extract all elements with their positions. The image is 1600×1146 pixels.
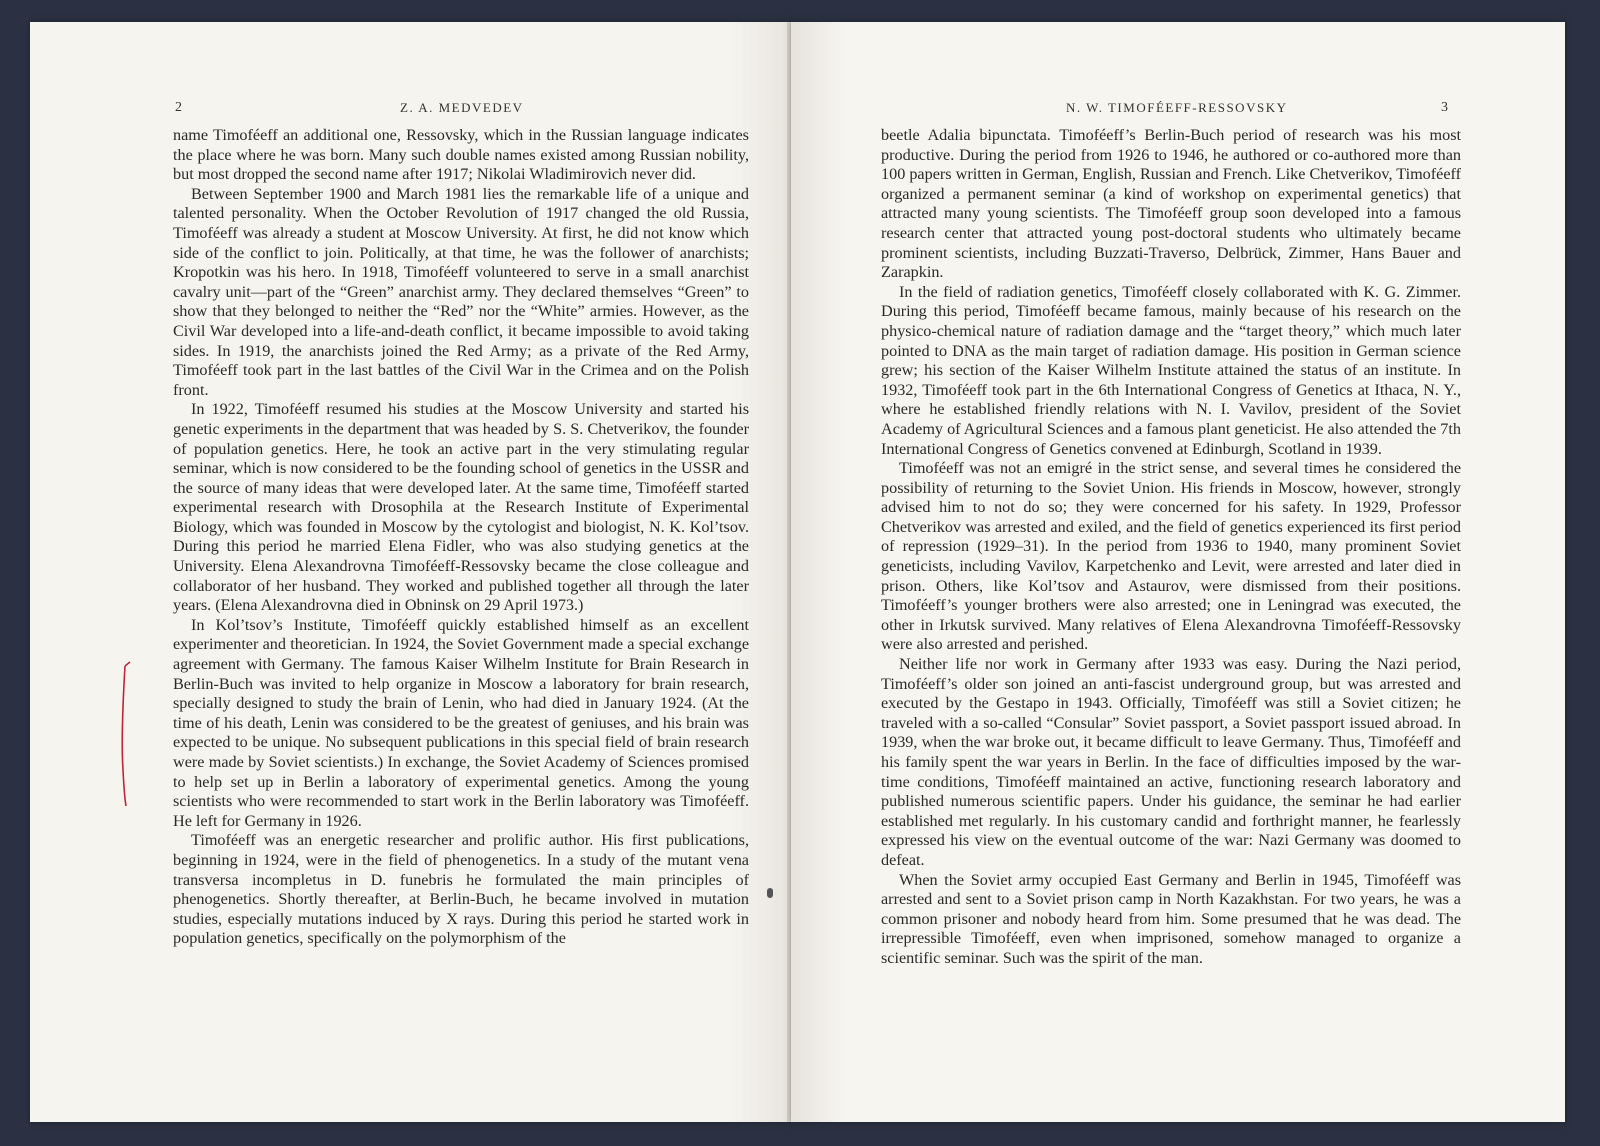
paragraph: Between September 1900 and March 1981 lies the remarkable life of a unique and talented personality. When the October Revolution of 1917 changed the old Russia, Timoféeff was already a student at Moscow University. At first, he did not know which side of the conflict to join. Politically, at that time, he was the follower of anarchists; Kropotkin was his hero. In 1918, Timoféeff volunteered to serve in a small anarchist cavalry unit—part of the “Green” anarchist army. They declared themselves “Green” to show that they belonged to neither the “Red” nor the “White” armies. However, as the Civil War developed into a life-and-death conflict, it became impossible to avoid taking sides. In 1919, the anarchists joined the Red Army; as a private of the Red Army, Timoféeff took part in the last battles of the Civil War in the Crimea and on the Polish front. xyxy=(173,184,749,399)
right-running-head: N. W. TIMOFÉEFF-RESSOVSKY xyxy=(1066,100,1288,115)
paragraph: In 1922, Timoféeff resumed his studies at the Moscow University and started his genetic experiments in the department that was headed by S. S. Chetverikov, the founder of population genetics. Here, he took an active part in the very stimulating regular seminar, which is now considered to be the founding school of genetics in the USSR and the source of many ideas that were developed later. At the same time, Timoféeff started experimental research with Drosophila at the Research Institute of Experimental Biology, which was founded in Moscow by the cytologist and biologist, N. K. Kol’tsov. During this period he married Elena Fidler, who was also studying genetics at the University. Elena Alexandrovna Timoféeff-Ressovsky became the close colleague and collaborator of her husband. They worked and published together all through the later years. (Elena Alexandrovna died in Obninsk on 29 April 1973.) xyxy=(173,400,749,615)
paragraph: In the field of radiation genetics, Timoféeff closely collaborated with K. G. Zimmer. During this period, Timoféeff became famous, mainly because of his research on the physico-chemical nature of radiation damage and the “target theory,” which much later pointed to DNA as the main target of radiation damage. His position in German science grew; his section of the Kaiser Wilhelm Institute attained the status of an institute. In 1932, Timoféeff took part in the 6th International Congress of Genetics at Ithaca, N. Y., where he established friendly relations with N. I. Vavilov, president of the Soviet Academy of Agricultural Sciences and a famous plant geneticist. He also attended the 7th International Congress of Genetics convened at Edinburgh, Scotland in 1939. xyxy=(881,282,1461,458)
left-page-number: 2 xyxy=(175,100,183,115)
right-page xyxy=(791,22,1565,1122)
paragraph: Neither life nor work in Germany after 1933 was easy. During the Nazi period, Timoféeff’s older son joined an anti-fascist underground group, but was arrested and executed by the Gestapo in 1943. Officially, Timoféeff was still a Soviet citizen; he traveled with a so-called “Consular” Soviet passport, a Soviet passport issued abroad. In 1939, when the war broke out, it became difficult to leave Germany. Thus, Timoféeff and his family spent the war years in Berlin. In the face of difficulties imposed by the war-time conditions, Timoféeff maintained an active, functioning research laboratory and published numerous scientific papers. Under his guidance, the seminar he had earlier established met regularly. In his customary candid and forthright manner, he fearlessly expressed his view on the eventual outcome of the war: Nazi Germany was doomed to defeat. xyxy=(881,655,1461,869)
book-spread xyxy=(30,22,1565,1122)
paragraph: Timoféeff was not an emigré in the strict sense, and several times he considered the possibility of returning to the Soviet Union. His friends in Moscow, however, strongly advised him to not do so; they were concerned for his safety. In 1929, Professor Chetverikov was arrested and exiled, and the field of genetics experienced its first period of repression (1929–31). In the period from 1936 to 1940, many prominent Soviet geneticists, including Vavilov, Karpetchenko and Levit, were arrested and later died in prison. Others, like Kol’tsov and Astaurov, were dismissed from their positions. Timoféeff’s younger brothers were also arrested; one in Leningrad was executed, the other in Irkutsk survived. Many relatives of Elena Alexandrovna Timoféeff-Ressovsky were also arrested and perished. xyxy=(881,459,1461,654)
left-body-text xyxy=(173,126,749,949)
right-body-text xyxy=(881,126,1461,969)
red-margin-mark xyxy=(116,660,134,810)
left-page xyxy=(30,22,790,1122)
paragraph: When the Soviet army occupied East Germany and Berlin in 1945, Timoféeff was arrested and sent to a Soviet prison camp in North Kazakhstan. For two years, he was a common prisoner and nobody heard from him. Some presumed that he was dead. The irrepressible Timoféeff, even when imprisoned, somehow managed to organize a scientific seminar. Such was the spirit of the man. xyxy=(881,870,1461,967)
paragraph: In Kol’tsov’s Institute, Timoféeff quickly established himself as an excellent experimenter and theoretician. In 1924, the Soviet Government made a special exchange agreement with Germany. The famous Kaiser Wilhelm Institute for Brain Research in Berlin-Buch was invited to help organize in Moscow a laboratory for brain research, specially designed to study the brain of Lenin, who had died in January 1924. (At the time of his death, Lenin was considered to be the greatest of geniuses, and his brain was expected to be unique. No subsequent publications in this special field of brain research were made by Soviet scientists.) In exchange, the Soviet Academy of Sciences promised to help set up in Berlin a laboratory of experimental genetics. Among the young scientists who were recommended to start work in the Berlin laboratory was Timoféeff. He left for Germany in 1926. xyxy=(173,615,749,830)
binding-hole xyxy=(767,888,773,898)
paragraph: name Timoféeff an additional one, Ressovsky, which in the Russian language indicates the place where he was born. Many such double names existed among Russian nobility, but most dropped the second name after 1917; Nikolai Wladimirovich never did. xyxy=(173,126,749,184)
left-running-head: Z. A. MEDVEDEV xyxy=(400,100,524,115)
right-page-number: 3 xyxy=(1441,100,1449,115)
paragraph: beetle Adalia bipunctata. Timoféeff’s Berlin-Buch period of research was his most productive. During the period from 1926 to 1946, he authored or co-authored more than 100 papers written in German, English, Russian and French. Like Chetverikov, Timoféeff organized a permanent seminar (a kind of workshop on experimental genetics) that attracted many young scientists. The Timoféeff group soon developed into a famous research center that attracted young post-doctoral students who ultimately became prominent scientists, including Buzzati-Traverso, Delbrück, Zimmer, Hans Bauer and Zarapkin. xyxy=(881,126,1461,282)
paragraph: Timoféeff was an energetic researcher and prolific author. His first publications, beginning in 1924, were in the field of phenogenetics. In a study of the mutant vena transversa incompletus in D. funebris he formulated the main principles of phenogenetics. Shortly thereafter, at Berlin-Buch, he became involved in mutation studies, especially mutations induced by X rays. During this period he started work in population genetics, specifically on the polymorphism of the xyxy=(173,831,749,948)
